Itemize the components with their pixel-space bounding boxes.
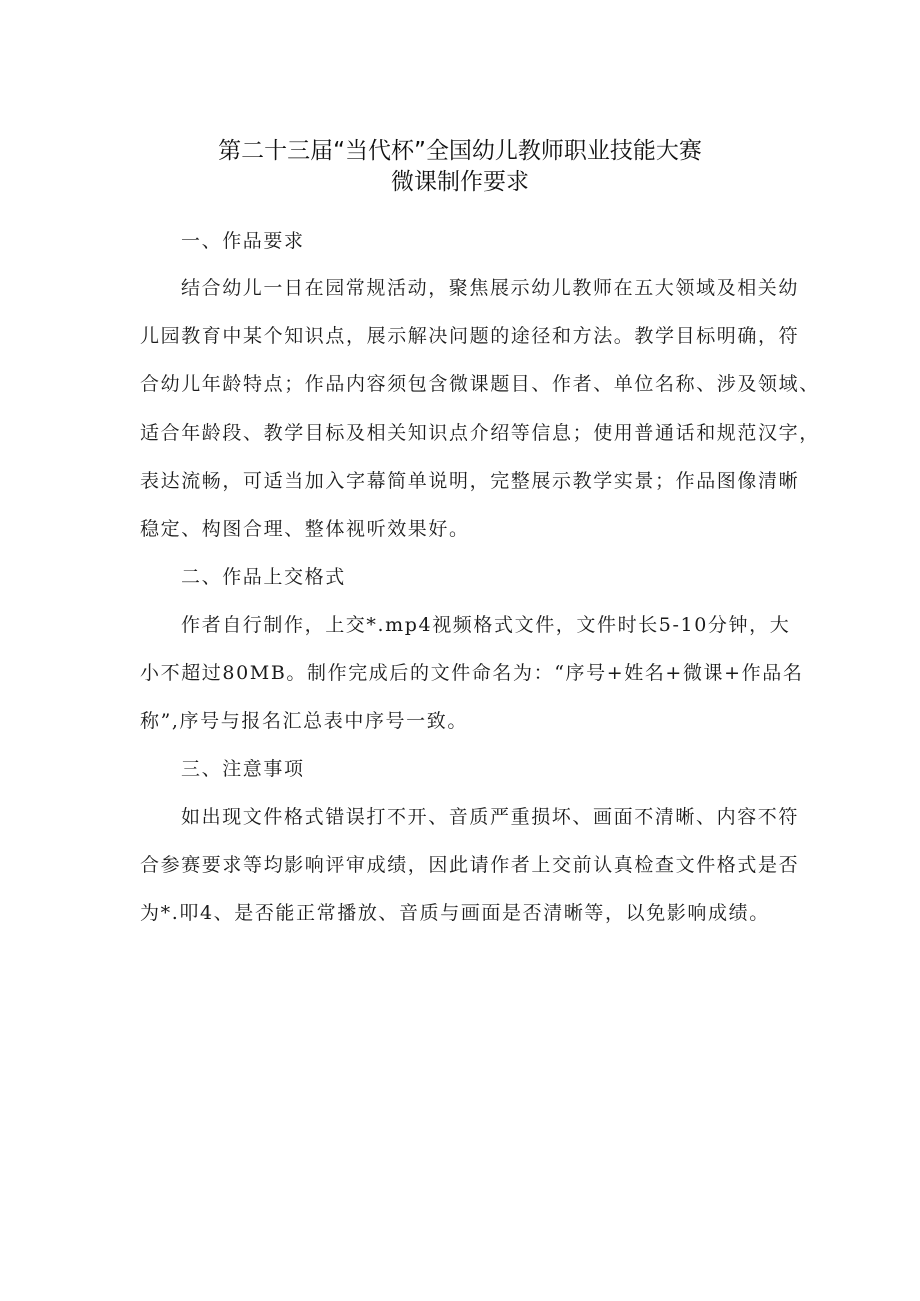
paragraph-line: 儿园教育中某个知识点，展示解决问题的途径和方法。教学目标明确，符 bbox=[140, 325, 800, 347]
paragraph-line: 为*.叩4、是否能正常播放、音质与画面是否清晰等，以免影响成绩。 bbox=[140, 902, 770, 924]
paragraph-line: 表达流畅，可适当加入字幕简单说明，完整展示教学实景；作品图像清晰 bbox=[140, 470, 800, 492]
section-heading-notes: 三、注意事项 bbox=[181, 758, 305, 780]
section-heading-requirements: 一、作品要求 bbox=[181, 230, 305, 252]
paragraph-line: 稳定、构图合理、整体视听效果好。 bbox=[140, 518, 470, 540]
paragraph-line: 如出现文件格式错误打不开、音质严重损坏、画面不清晰、内容不符 bbox=[181, 806, 800, 828]
paragraph-line: 合参赛要求等均影响评审成绩，因此请作者上交前认真检查文件格式是否 bbox=[140, 854, 800, 876]
section-heading-format: 二、作品上交格式 bbox=[181, 566, 346, 588]
paragraph-line: 结合幼儿一日在园常规活动，聚焦展示幼儿教师在五大领域及相关幼 bbox=[181, 277, 800, 299]
paragraph-line: 称”,序号与报名汇总表中序号一致。 bbox=[140, 710, 468, 732]
document-subtitle: 微课制作要求 bbox=[391, 169, 529, 195]
paragraph-line: 合幼儿年龄特点；作品内容须包含微课题目、作者、单位名称、涉及领域、 bbox=[140, 373, 820, 395]
document-title: 第二十三届“当代杯”全国幼儿教师职业技能大赛 bbox=[218, 138, 702, 164]
paragraph-line: 适合年龄段、教学目标及相关知识点介绍等信息；使用普通话和规范汉字， bbox=[140, 422, 820, 444]
paragraph-line: 作者自行制作，上交*.mp4视频格式文件，文件时长5-10分钟，大 bbox=[181, 614, 791, 636]
paragraph-line: 小不超过80MB。制作完成后的文件命名为：“序号+姓名+微课+作品名 bbox=[140, 662, 804, 684]
